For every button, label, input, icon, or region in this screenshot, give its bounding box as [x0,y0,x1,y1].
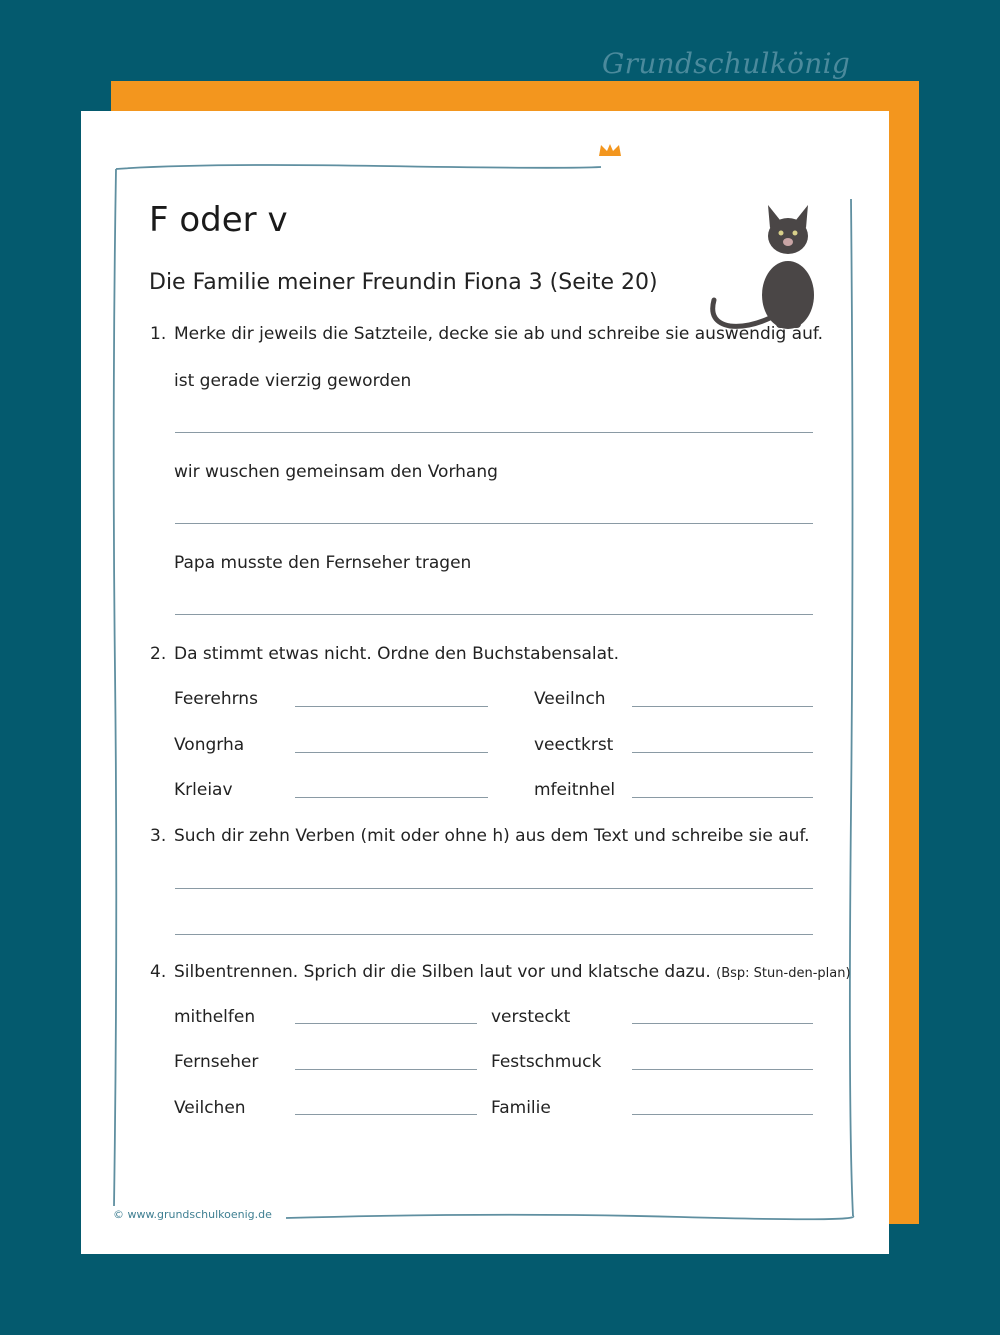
task-1-instruction [150,324,823,344]
answer-line[interactable] [632,1114,813,1115]
task-4-number: 4. [150,962,167,982]
answer-line[interactable] [632,1023,813,1024]
answer-line[interactable] [632,752,813,753]
scrambled-word: Veeilnch [534,689,606,709]
answer-line[interactable] [175,934,813,935]
answer-line[interactable] [175,523,813,524]
answer-line[interactable] [295,1069,477,1070]
syllable-word: versteckt [491,1007,571,1027]
answer-line[interactable] [632,1069,813,1070]
answer-line[interactable] [295,797,488,798]
answer-line[interactable] [295,1023,477,1024]
answer-line[interactable] [295,1114,477,1115]
answer-line[interactable] [632,706,813,707]
task-1-prompt-1: ist gerade vierzig geworden [174,371,412,391]
syllable-word: mithelfen [174,1007,256,1027]
page-subtitle: Die Familie meiner Freundin Fiona 3 (Seite 20) [149,270,658,295]
task-1-number: 1. [150,324,167,344]
task-4-instruction [150,962,851,982]
scrambled-word: Krleiav [174,780,233,800]
brand-logo: Grundschulkönig [602,47,851,80]
task-4-example: (Bsp: Stun-den-plan) [716,966,851,981]
task-2-instruction [150,644,619,664]
task-3-text: Such dir zehn Verben (mit oder ohne h) aus dem Text und schreibe sie auf. [174,826,810,846]
answer-line[interactable] [632,797,813,798]
task-1-text: Merke dir jeweils die Satzteile, decke sie ab und schreibe sie auswendig auf. [174,324,823,344]
syllable-word: Veilchen [174,1098,246,1118]
page-title: F oder v [149,200,288,240]
syllable-word: Festschmuck [491,1052,602,1072]
scrambled-word: mfeitnhel [534,780,616,800]
answer-line[interactable] [175,432,813,433]
task-4-text: Silbentrennen. Sprich dir die Silben laut vor und klatsche dazu. [174,962,711,982]
answer-line[interactable] [295,706,488,707]
task-2-number: 2. [150,644,167,664]
task-2-text: Da stimmt etwas nicht. Ordne den Buchstabensalat. [174,644,620,664]
footer-copyright: © www.grundschulkoenig.de [113,1208,272,1221]
answer-line[interactable] [175,888,813,889]
syllable-word: Familie [491,1098,551,1118]
task-1-prompt-3: Papa musste den Fernseher tragen [174,553,472,573]
cat-icon [700,200,840,335]
scrambled-word: Feerehrns [174,689,258,709]
answer-line[interactable] [175,614,813,615]
crown-icon [597,142,623,158]
syllable-word: Fernseher [174,1052,259,1072]
scrambled-word: Vongrha [174,735,245,755]
task-3-instruction [150,826,810,846]
answer-line[interactable] [295,752,488,753]
task-1-prompt-2: wir wuschen gemeinsam den Vorhang [174,462,498,482]
scrambled-word: veectkrst [534,735,614,755]
task-3-number: 3. [150,826,167,846]
